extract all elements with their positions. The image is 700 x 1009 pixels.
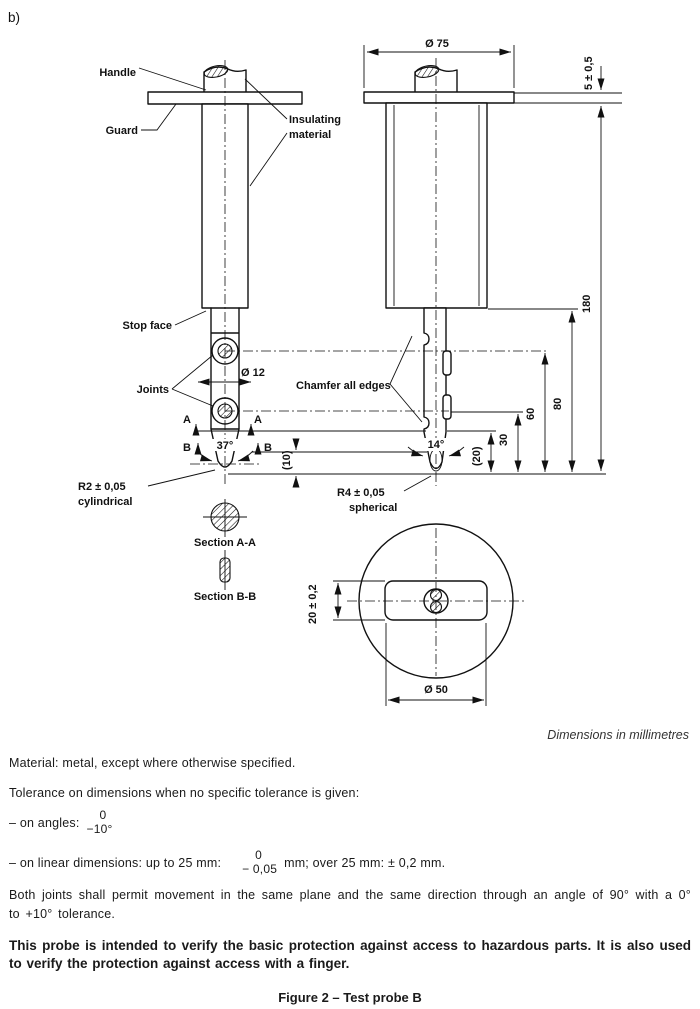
tolerance-linear-suffix: mm; over 25 mm: ± 0,2 mm. [284, 855, 446, 870]
tolerance-angles-stack [87, 809, 113, 837]
tolerance-angles-lower: −10° [86, 822, 113, 837]
tolerance-linear-row [9, 849, 691, 877]
r2-label-qualifier: cylindrical [78, 496, 133, 508]
tolerance-angles-upper: 0 [99, 808, 107, 823]
handle-label: Handle [99, 67, 136, 79]
r4-label-qualifier: spherical [349, 502, 398, 514]
r4-leader [404, 476, 431, 491]
chamfer-label: Chamfer all edges [296, 380, 391, 392]
tolerance-angles-prefix: – on angles: [9, 816, 80, 831]
dim-180-label: 180 [581, 294, 593, 313]
purpose-note: This probe is intended to verify the basic protection against access to hazardous parts. It is also used to verify the protection against access with a finger. [9, 937, 691, 971]
handle-width-label: 20 ± 0,2 [307, 584, 319, 624]
handle-leader [139, 68, 206, 90]
section-bb-label: Section B-B [193, 591, 257, 603]
section-b-marker-right: B [264, 442, 272, 454]
dim-20-label: (20) [471, 446, 483, 466]
guard-leader [141, 104, 176, 130]
stop-face-label: Stop face [122, 320, 172, 332]
guard-plate-side [364, 92, 514, 103]
probe-body-side [386, 103, 487, 308]
guard-label: Guard [105, 125, 138, 137]
angle-37-label: 37° [216, 440, 234, 452]
thickness-label: 5 ± 0,5 [583, 56, 595, 90]
section-b-marker-left: B [183, 442, 191, 454]
joint-knuckle-2 [443, 395, 451, 419]
tolerance-linear-upper: 0 [255, 847, 263, 862]
section-a-marker-right: A [254, 414, 262, 426]
r2-label-value: R2 ± 0,05 [78, 481, 126, 493]
stop-face-leader [175, 311, 206, 325]
dia50-label: Ø 50 [424, 684, 448, 696]
r4-label-value: R4 ± 0,05 [337, 487, 385, 499]
insulating-label-line1: Insulating [289, 114, 341, 126]
section-aa-label: Section A-A [194, 537, 256, 549]
dim-80-label: 80 [552, 397, 564, 410]
tolerance-linear-prefix: – on linear dimensions: up to 25 mm: [9, 855, 222, 870]
angle-14-label: 14° [427, 439, 445, 451]
tolerance-angles-row [9, 809, 691, 837]
insulating-label-line2: material [289, 129, 332, 141]
dia75-label: Ø 75 [425, 38, 449, 50]
tolerance-intro: Tolerance on dimensions when no specific tolerance is given: [9, 786, 360, 801]
dia12-label: Ø 12 [241, 367, 265, 379]
joints-label: Joints [136, 384, 169, 396]
drawing-labels [78, 38, 595, 696]
tolerance-linear-stack [242, 849, 277, 877]
dim-60-label: 60 [525, 407, 537, 420]
r2-leader [148, 470, 215, 486]
angle-37-arrow-right [238, 451, 253, 461]
joint-knuckle-1 [443, 351, 451, 375]
chamfer-leaders [390, 336, 422, 422]
section-a-marker-left: A [183, 414, 191, 426]
angle-37-arrow-left [197, 451, 212, 461]
material-note: Material: metal, except where otherwise specified. [9, 756, 296, 770]
dim-10-label: (10) [281, 450, 293, 470]
joints-movement-note: Both joints shall permit movement in the same plane and the same direction through an angle of 90° with a 0° to +10° tolerance. [9, 888, 691, 921]
side-view [364, 58, 514, 486]
subfigure-label: b) [8, 10, 21, 25]
dimensions-note: Dimensions in millimetres [547, 728, 689, 742]
notes-block [0, 728, 700, 1005]
joints-leaders [172, 355, 213, 406]
tolerance-linear-lower: − 0,05 [242, 861, 278, 876]
figure-caption: Figure 2 – Test probe B [278, 990, 422, 1006]
bottom-view [347, 524, 526, 678]
front-view [148, 60, 302, 486]
dim-30-label: 30 [498, 433, 510, 446]
